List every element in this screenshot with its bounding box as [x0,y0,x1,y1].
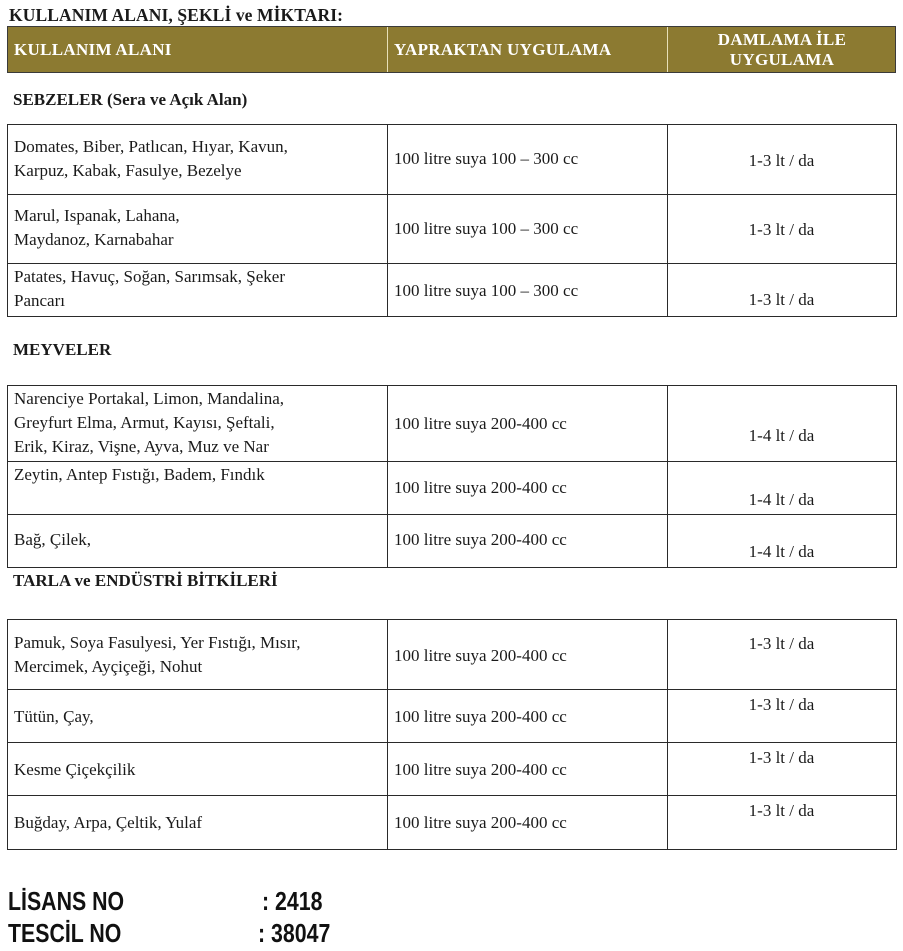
drip-dose-cell: 1-3 lt / da [748,290,815,309]
drip-dose-cell: 1-3 lt / da [748,695,815,714]
drip-dose-cell: 1-4 lt / da [748,542,815,561]
usage-area-line: Patates, Havuç, Soğan, Sarımsak, Şeker [14,267,285,286]
foliar-dose-cell: 100 litre suya 200-400 cc [394,707,567,726]
page-title: KULLANIM ALANI, ŞEKLİ ve MİKTARI: [9,5,344,25]
table-vegetables [7,124,897,317]
usage-area-line: Pancarı [14,291,65,310]
usage-area-cell [14,387,384,459]
table-row [8,264,896,316]
drip-dose-cell: 1-3 lt / da [748,801,815,820]
usage-area-line: Tütün, Çay, [14,707,94,726]
table-row [8,690,896,742]
usage-area-cell [14,528,384,552]
table-row [8,386,896,461]
usage-area-cell [14,135,384,183]
usage-area-cell [14,204,384,252]
foliar-dose-cell: 100 litre suya 200-400 cc [394,530,567,549]
usage-area-line: Maydanoz, Karnabahar [14,230,174,249]
table-row [8,462,896,514]
foliar-dose-cell: 100 litre suya 200-400 cc [394,646,567,665]
header-drip-line2: UYGULAMA [729,49,835,69]
license-number: : 2418 [262,886,323,916]
table-row [8,195,896,263]
table-header [7,26,896,73]
usage-area-line: Greyfurt Elma, Armut, Kayısı, Şeftali, [14,413,275,432]
usage-area-line: Buğday, Arpa, Çeltik, Yulaf [14,813,203,832]
header-drip-application [668,27,896,72]
usage-area-line: Marul, Ispanak, Lahana, [14,206,180,225]
usage-area-cell [14,705,384,729]
foliar-dose-cell: 100 litre suya 200-400 cc [394,414,567,433]
header-divider [387,27,388,72]
table-row [8,743,896,795]
drip-dose-cell: 1-4 lt / da [748,490,815,509]
usage-area-cell [14,631,384,679]
table-row [8,620,896,689]
usage-area-line: Domates, Biber, Patlıcan, Hıyar, Kavun, [14,137,288,156]
usage-area-cell [14,463,384,487]
drip-dose-cell: 1-3 lt / da [748,151,815,170]
registration-number: : 38047 [258,918,331,948]
drip-dose-cell: 1-3 lt / da [748,634,815,653]
section-title-fruits: MEYVELER [13,340,112,359]
drip-dose-cell: 1-3 lt / da [748,220,815,239]
foliar-dose-cell: 100 litre suya 200-400 cc [394,760,567,779]
foliar-dose-cell: 100 litre suya 200-400 cc [394,813,567,832]
header-foliar-application: YAPRAKTAN UYGULAMA [394,39,612,59]
table-row [8,796,896,849]
table-row [8,125,896,194]
header-usage-area: KULLANIM ALANI [14,39,172,59]
table-field-crops [7,619,897,850]
foliar-dose-cell: 100 litre suya 100 – 300 cc [394,149,579,168]
drip-dose-cell: 1-4 lt / da [748,426,815,445]
usage-area-line: Pamuk, Soya Fasulyesi, Yer Fıstığı, Mısır, [14,633,301,652]
usage-area-line: Mercimek, Ayçiçeği, Nohut [14,657,203,676]
usage-area-line: Karpuz, Kabak, Fasulye, Bezelye [14,161,242,180]
table-fruits [7,385,897,568]
usage-area-line: Erik, Kiraz, Vişne, Ayva, Muz ve Nar [14,437,269,456]
drip-dose-cell: 1-3 lt / da [748,748,815,767]
foliar-dose-cell: 100 litre suya 100 – 300 cc [394,281,579,300]
usage-area-cell [14,811,384,835]
table-row [8,515,896,567]
usage-area-cell [14,265,384,313]
usage-area-line: Bağ, Çilek, [14,530,91,549]
usage-area-cell [14,758,384,782]
foliar-dose-cell: 100 litre suya 100 – 300 cc [394,219,579,238]
license-label: LİSANS NO [8,886,125,916]
section-title-vegetables: SEBZELER (Sera ve Açık Alan) [13,90,248,109]
header-drip-line1: DAMLAMA İLE [717,29,847,49]
usage-area-line: Zeytin, Antep Fıstığı, Badem, Fındık [14,465,265,484]
section-title-field-crops: TARLA ve ENDÜSTRİ BİTKİLERİ [13,571,278,590]
usage-area-line: Kesme Çiçekçilik [14,760,136,779]
foliar-dose-cell: 100 litre suya 200-400 cc [394,478,567,497]
usage-area-line: Narenciye Portakal, Limon, Mandalina, [14,389,285,408]
registration-label: TESCİL NO [8,918,122,948]
